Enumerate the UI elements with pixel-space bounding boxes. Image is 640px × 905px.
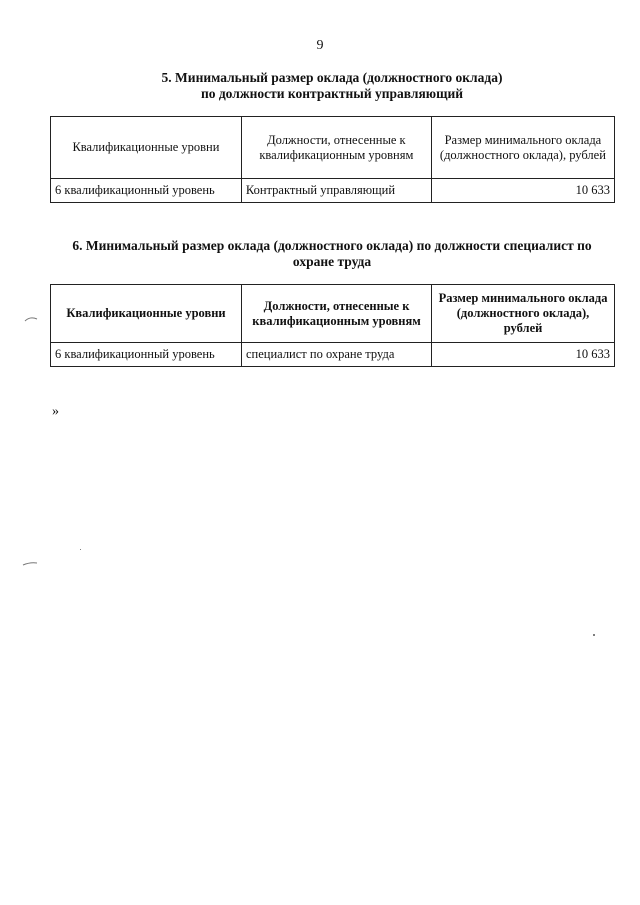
header-qualification-levels: Квалификационные уровни (51, 285, 242, 343)
cell-qualification-level: 6 квалификационный уровень (51, 343, 242, 367)
header-minimum-salary: Размер минимального оклада (должностного оклада), рублей (431, 117, 614, 179)
table-row (51, 343, 615, 367)
scan-artifact-mark-2 (22, 561, 38, 567)
section-6-title (50, 238, 614, 270)
scan-artifact-mark-1 (24, 316, 38, 322)
header-minimum-salary: Размер минимального оклада (должностного оклада), рублей (432, 285, 615, 343)
header-qualification-levels: Квалификационные уровни (51, 117, 242, 179)
scan-speck (80, 549, 81, 550)
section-5-title (50, 70, 614, 102)
section-6-salary-table (50, 284, 615, 367)
header-positions: Должности, отнесенные к квалификационным уровням (242, 285, 432, 343)
section-5-title-line-1: 5. Минимальный размер оклада (должностного оклада) (161, 70, 503, 85)
section-5-salary-table (50, 116, 615, 203)
section-5-title-line-2: по должности контрактный управляющий (200, 86, 464, 101)
section-6-title-line-2: охране труда (292, 254, 372, 269)
cell-salary: 10 633 (432, 343, 615, 367)
cell-position: Контрактный управляющий (241, 179, 431, 203)
header-positions: Должности, отнесенные к квалификационным уровням (241, 117, 431, 179)
section-6-title-line-1: 6. Минимальный размер оклада (должностного оклада) по должности специалист по (72, 238, 592, 253)
cell-qualification-level: 6 квалификационный уровень (51, 179, 242, 203)
cell-salary: 10 633 (431, 179, 614, 203)
table-row (51, 179, 615, 203)
table-header-row (51, 117, 615, 179)
closing-quote-mark: » (52, 404, 59, 419)
scan-speck (593, 634, 595, 636)
page-number: 9 (316, 38, 324, 53)
cell-position: специалист по охране труда (242, 343, 432, 367)
table-header-row (51, 285, 615, 343)
